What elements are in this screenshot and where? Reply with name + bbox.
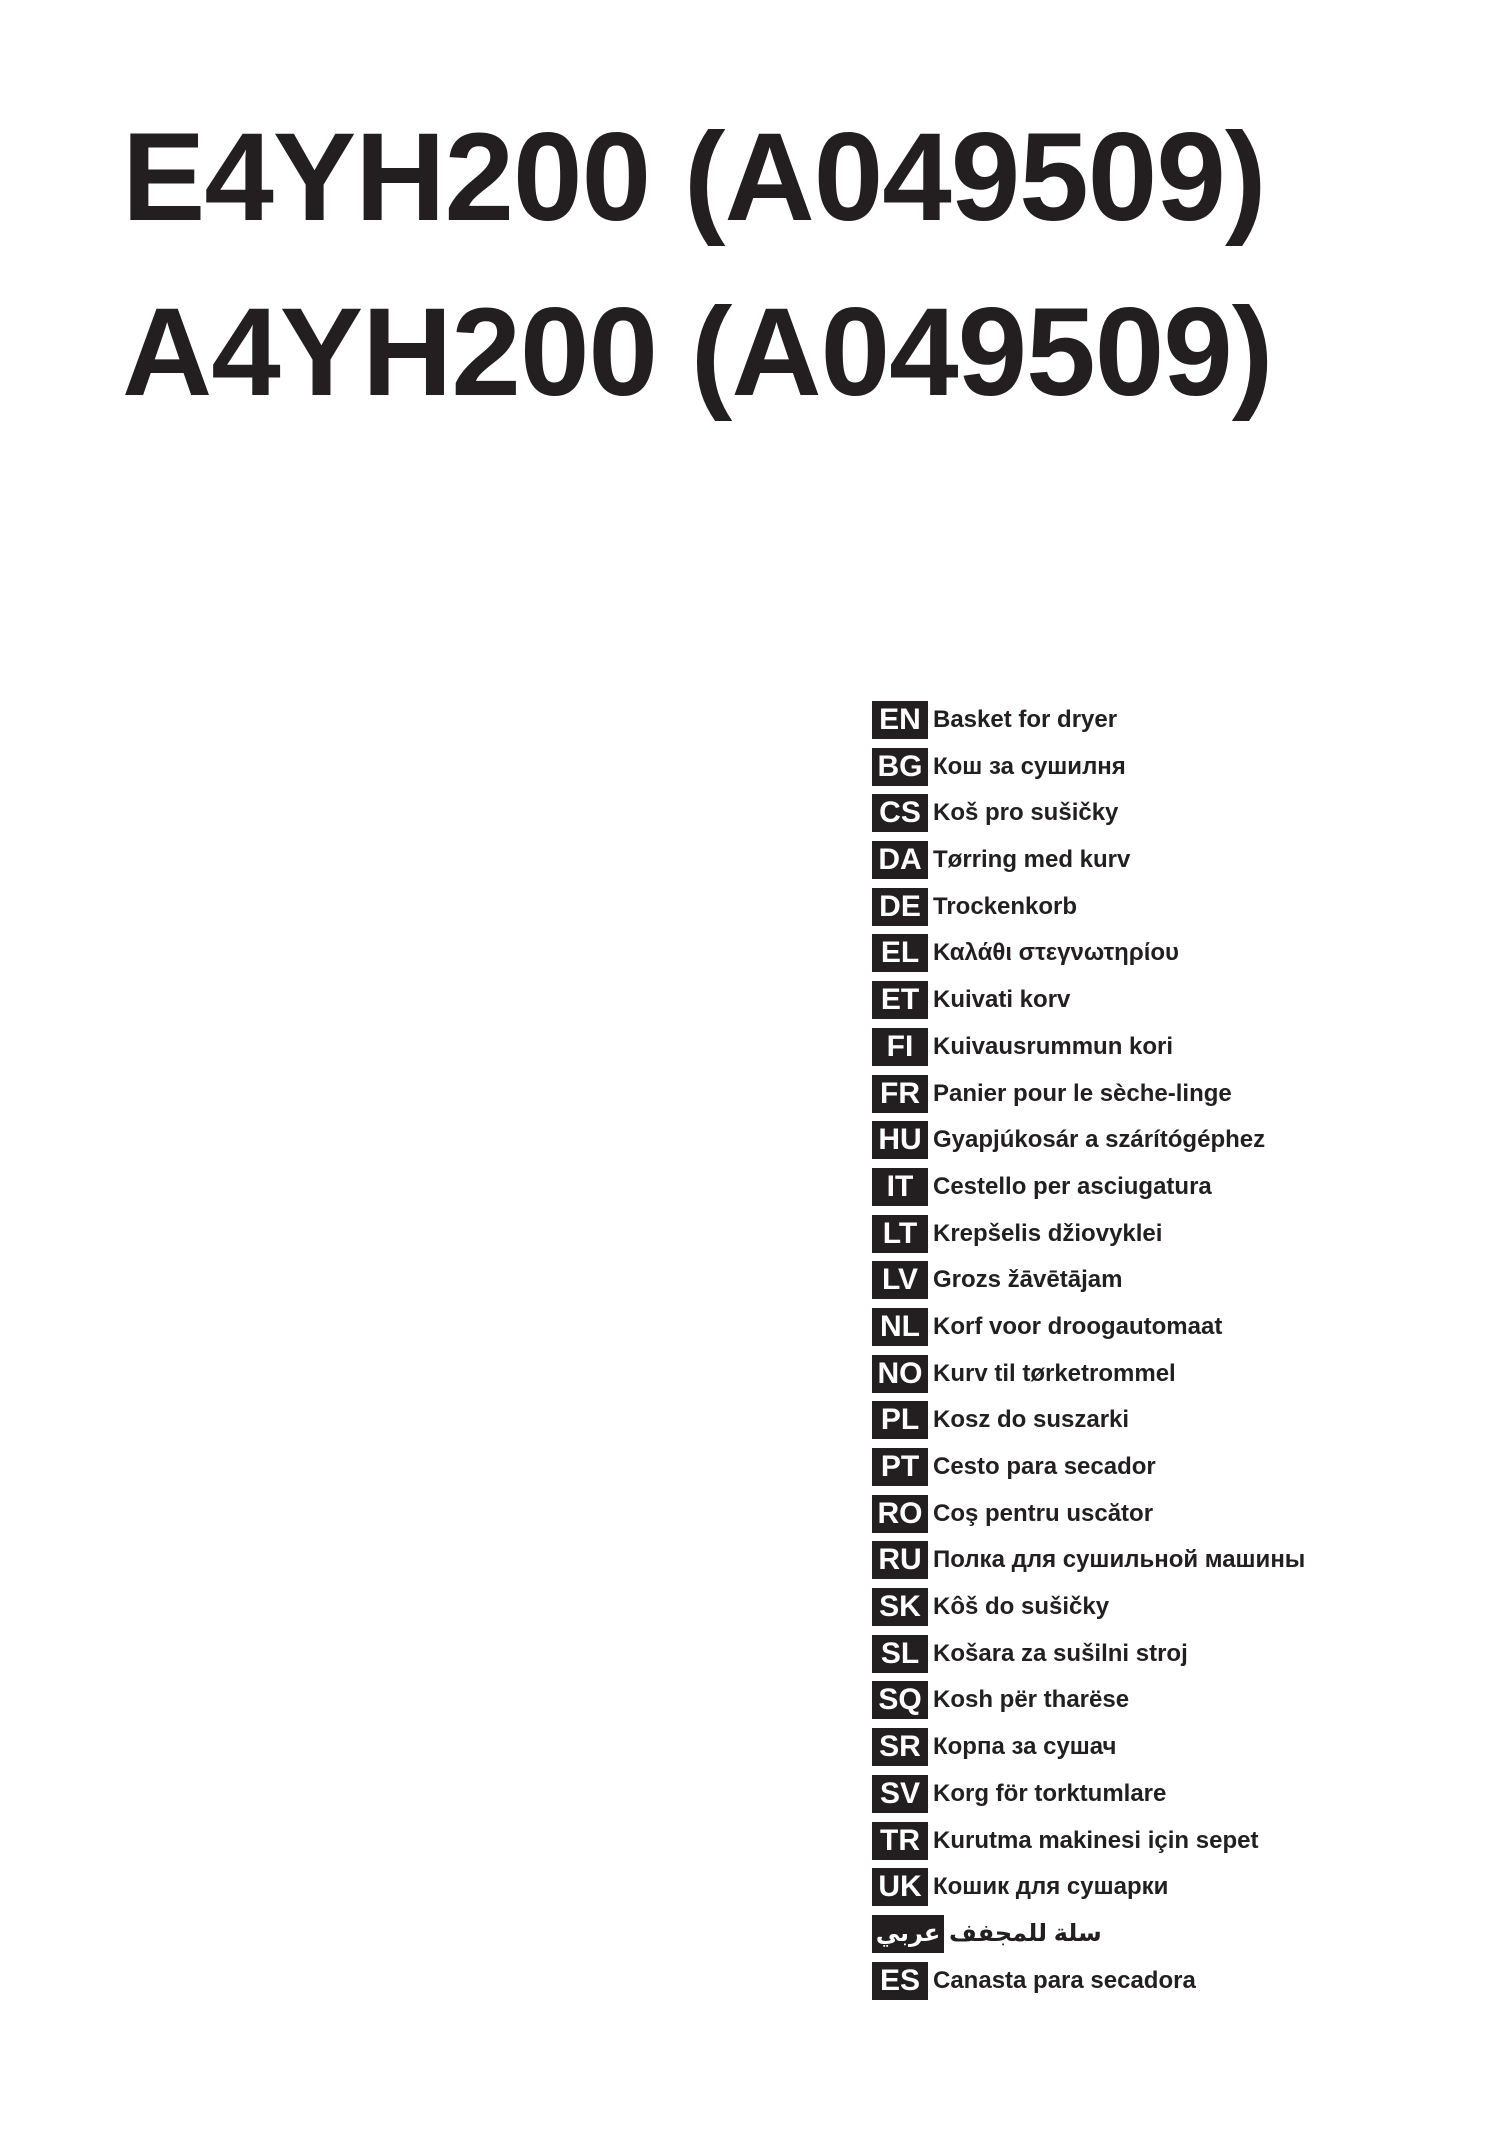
language-product-name: Tørring med kurv (933, 846, 1131, 874)
language-code-badge: RU (872, 1541, 928, 1579)
language-row (872, 888, 1472, 926)
language-row (872, 1962, 1472, 2000)
language-row (872, 1588, 1472, 1626)
language-code-badge: PL (872, 1401, 928, 1439)
language-row (872, 1775, 1472, 1813)
language-list (872, 701, 1472, 2008)
language-row (872, 1075, 1472, 1113)
language-product-name: Корпа за сушач (933, 1733, 1117, 1761)
language-product-name: Krepšelis džiovyklei (933, 1219, 1163, 1247)
language-code-badge: DA (872, 841, 928, 879)
language-row (872, 1822, 1472, 1860)
language-product-name: Kuivati korv (933, 986, 1071, 1014)
language-row (872, 1355, 1472, 1393)
language-row (872, 1308, 1472, 1346)
language-row (872, 1448, 1472, 1486)
language-product-name: Košara za sušilni stroj (933, 1639, 1188, 1667)
language-product-name: Kôš do sušičky (933, 1593, 1110, 1621)
language-code-badge: HU (872, 1121, 928, 1159)
language-row (872, 1215, 1472, 1253)
language-row (872, 701, 1472, 739)
language-row (872, 1495, 1472, 1533)
language-row (872, 1681, 1472, 1719)
language-product-name: سلة للمجفف (949, 1920, 1102, 1948)
language-code-badge: DE (872, 888, 928, 926)
language-row (872, 1121, 1472, 1159)
language-product-name: Panier pour le sèche-linge (933, 1079, 1232, 1107)
language-code-badge: عربي (872, 1915, 944, 1953)
language-product-name: Кошик для сушарки (933, 1873, 1169, 1901)
language-product-name: Cestello per asciugatura (933, 1172, 1212, 1200)
language-code-badge: PT (872, 1448, 928, 1486)
language-product-name: Kuivausrummun kori (933, 1032, 1174, 1060)
language-row (872, 934, 1472, 972)
language-code-badge: FI (872, 1028, 928, 1066)
language-product-name: Kosz do suszarki (933, 1406, 1130, 1434)
language-product-name: Gyapjúkosár a szárítógéphez (933, 1126, 1266, 1154)
language-product-name: Basket for dryer (933, 706, 1118, 733)
language-row (872, 748, 1472, 786)
language-product-name: Кош за сушилня (933, 752, 1126, 780)
language-code-badge: SQ (872, 1681, 928, 1719)
language-code-badge: LV (872, 1261, 928, 1299)
language-product-name: Coş pentru uscător (933, 1499, 1154, 1527)
language-code-badge: SL (872, 1635, 928, 1673)
language-row (872, 841, 1472, 879)
language-code-badge: BG (872, 748, 928, 786)
language-code-badge: ES (872, 1962, 928, 2000)
language-code-badge: RO (872, 1495, 928, 1533)
language-row (872, 794, 1472, 832)
language-code-badge: FR (872, 1075, 928, 1113)
language-product-name: Cesto para secador (933, 1453, 1156, 1480)
language-product-name: Καλάθι στεγνωτηρίου (933, 939, 1179, 967)
language-code-badge: UK (872, 1868, 928, 1906)
language-code-badge: NO (872, 1355, 928, 1393)
language-row (872, 1915, 1472, 1953)
language-row (872, 1261, 1472, 1299)
model-titles (122, 90, 1272, 440)
language-row (872, 1635, 1472, 1673)
model-title-secondary: A4YH200 (A049509) (122, 283, 1273, 422)
language-product-name: Kosh për tharëse (933, 1686, 1130, 1714)
language-product-name: Grozs žāvētājam (933, 1266, 1123, 1294)
language-product-name: Trockenkorb (933, 892, 1078, 920)
language-code-badge: CS (872, 794, 928, 832)
language-product-name: Korg för torktumlare (933, 1779, 1167, 1807)
model-title-primary: E4YH200 (A049509) (122, 108, 1266, 247)
language-row (872, 1868, 1472, 1906)
language-row (872, 1028, 1472, 1066)
language-code-badge: IT (872, 1168, 928, 1206)
language-code-badge: LT (872, 1215, 928, 1253)
language-code-badge: SV (872, 1775, 928, 1813)
language-product-name: Korf voor droogautomaat (933, 1312, 1223, 1340)
language-code-badge: SK (872, 1588, 928, 1626)
language-row (872, 981, 1472, 1019)
language-product-name: Canasta para secadora (933, 1966, 1196, 1994)
language-product-name: Koš pro sušičky (933, 799, 1119, 827)
language-product-name: Kurutma makinesi için sepet (933, 1826, 1259, 1854)
language-code-badge: ET (872, 981, 928, 1019)
language-code-badge: TR (872, 1822, 928, 1860)
language-code-badge: EN (872, 701, 928, 739)
language-row (872, 1401, 1472, 1439)
language-row (872, 1728, 1472, 1766)
language-row (872, 1168, 1472, 1206)
language-code-badge: NL (872, 1308, 928, 1346)
language-product-name: Kurv til tørketrommel (933, 1359, 1176, 1387)
language-row (872, 1541, 1472, 1579)
language-product-name: Полка для сушильной машины (933, 1546, 1306, 1574)
language-code-badge: SR (872, 1728, 928, 1766)
language-code-badge: EL (872, 934, 928, 972)
